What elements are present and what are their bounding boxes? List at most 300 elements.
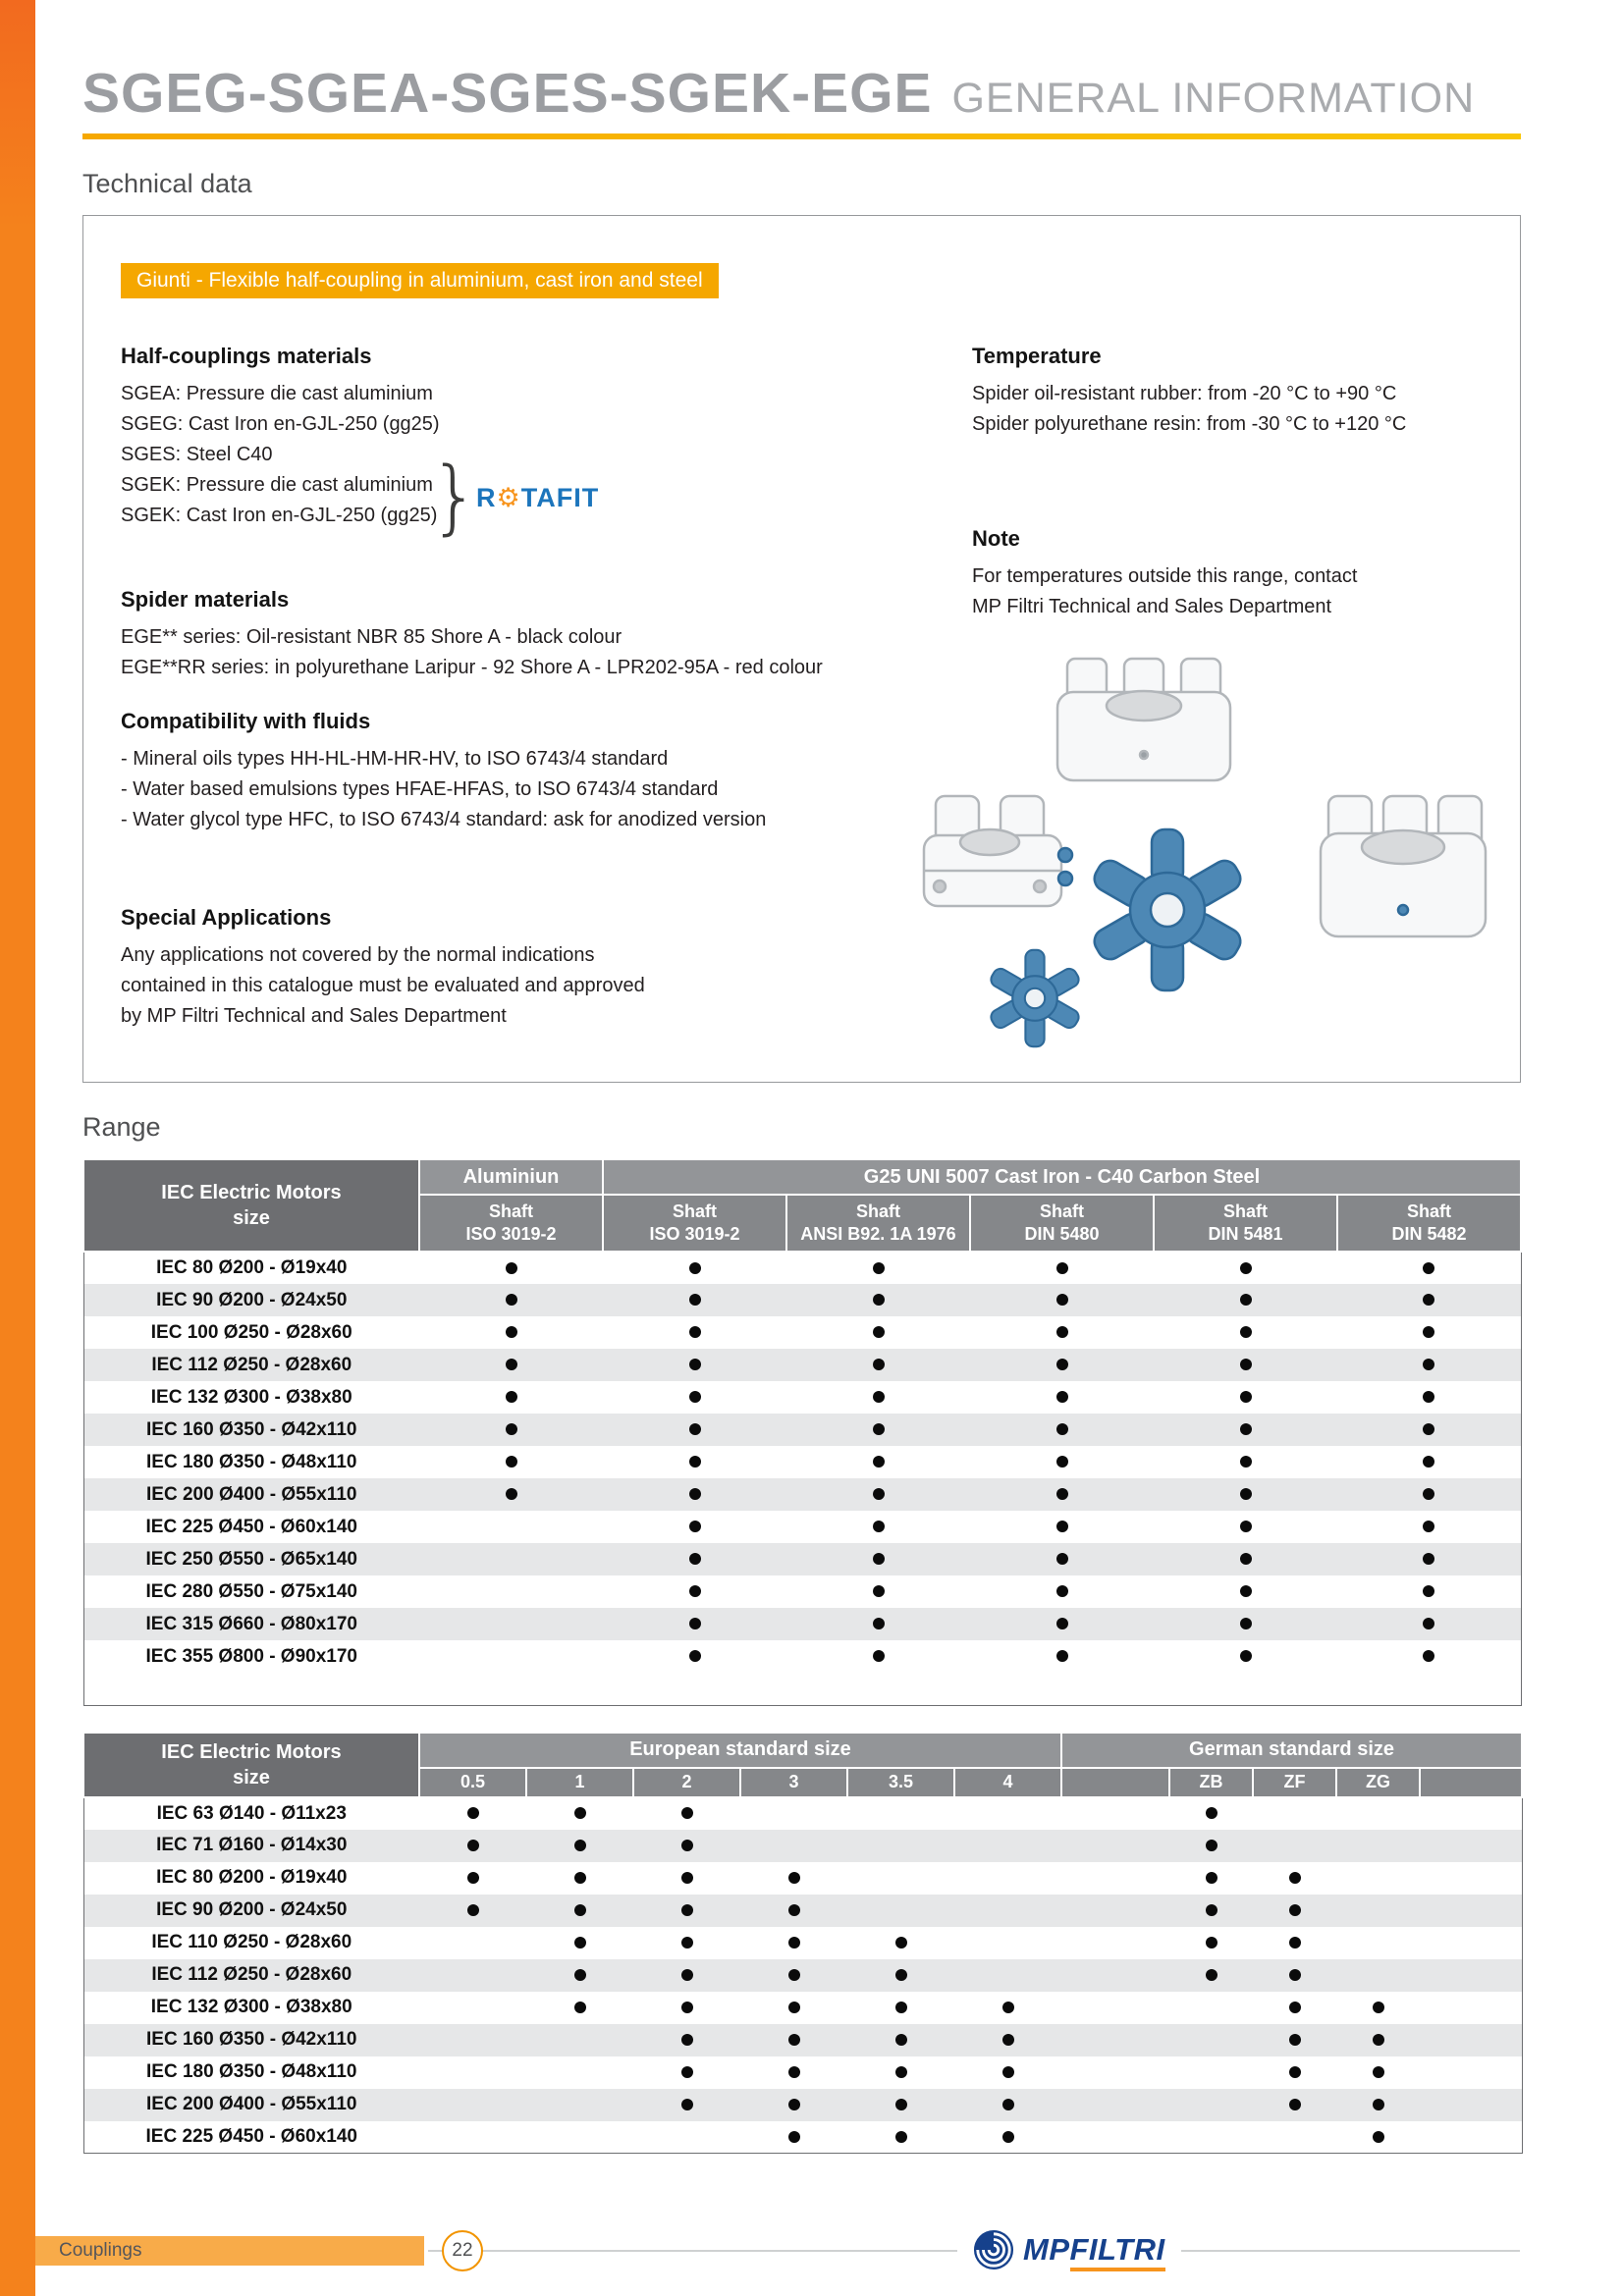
- row-label: IEC 180 Ø350 - Ø48x110: [146, 2061, 357, 2082]
- availability-dot: [1240, 1262, 1252, 1274]
- table-row: [83, 1349, 1521, 1381]
- availability-dot: [1373, 2099, 1384, 2110]
- column-header: Shaft DIN 5480: [970, 1195, 1154, 1252]
- availability-cell: [740, 1959, 847, 1992]
- availability-dot: [1240, 1585, 1252, 1597]
- availability-dot: [1206, 1969, 1217, 1981]
- availability-cell: [1336, 1992, 1420, 2024]
- availability-cell: [954, 2121, 1061, 2154]
- availability-cell: [419, 1797, 526, 1830]
- availability-dot: [506, 1359, 517, 1370]
- availability-cell: [1253, 2024, 1336, 2056]
- availability-cell: [419, 1478, 603, 1511]
- corner-line: size: [233, 1766, 270, 1789]
- availability-cell: [786, 1284, 970, 1316]
- availability-dot: [1206, 1937, 1217, 1949]
- footer-section-label: [35, 2236, 424, 2266]
- empty-cell: [740, 1797, 847, 1830]
- table-row: [83, 1284, 1521, 1316]
- availability-cell: [740, 2089, 847, 2121]
- empty-cell: [1420, 2056, 1522, 2089]
- availability-dot: [506, 1423, 517, 1435]
- availability-dot: [1056, 1326, 1068, 1338]
- availability-cell: [1336, 2089, 1420, 2121]
- technical-data-box: [82, 215, 1521, 1083]
- column-header: ZF: [1253, 1768, 1336, 1797]
- note-block: [972, 526, 1502, 622]
- availability-dot: [873, 1326, 885, 1338]
- availability-dot: [574, 1872, 586, 1884]
- availability-cell: [954, 2024, 1061, 2056]
- availability-dot: [873, 1423, 885, 1435]
- empty-cell: [1336, 1862, 1420, 1895]
- empty-cell: [740, 1830, 847, 1862]
- availability-dot: [788, 1969, 800, 1981]
- empty-cell: [1061, 1862, 1169, 1895]
- availability-cell: [786, 1252, 970, 1284]
- availability-dot: [1056, 1294, 1068, 1306]
- empty-row: [83, 1673, 1521, 1705]
- availability-dot: [1423, 1326, 1434, 1338]
- availability-cell: [1169, 1797, 1253, 1830]
- column-group-german: German standard size: [1061, 1733, 1522, 1768]
- text-line: contained in this catalogue must be evaluated and approved: [121, 975, 645, 996]
- availability-cell: [1154, 1543, 1337, 1575]
- availability-cell: [603, 1349, 786, 1381]
- availability-cell: [633, 1895, 740, 1927]
- availability-dot: [1002, 2099, 1014, 2110]
- availability-cell: [1154, 1511, 1337, 1543]
- availability-cell: [526, 1927, 633, 1959]
- availability-dot: [788, 2131, 800, 2143]
- availability-dot: [1423, 1521, 1434, 1532]
- block-lines: [972, 561, 1502, 622]
- column-header: Shaft DIN 5482: [1337, 1195, 1521, 1252]
- availability-dot: [873, 1585, 885, 1597]
- availability-cell: [1337, 1381, 1521, 1414]
- empty-cell: [419, 2089, 526, 2121]
- availability-dot: [681, 2034, 693, 2046]
- availability-dot: [895, 2131, 907, 2143]
- block-lines: [972, 379, 1502, 440]
- availability-dot: [1423, 1456, 1434, 1468]
- page-content: [82, 0, 1521, 2154]
- text-line: SGEA: Pressure die cast aluminium: [121, 383, 433, 404]
- availability-dot: [467, 1904, 479, 1916]
- text-line: by MP Filtri Technical and Sales Department: [121, 1005, 507, 1027]
- availability-dot: [1289, 1904, 1301, 1916]
- row-label: IEC 280 Ø550 - Ø75x140: [145, 1580, 357, 1602]
- empty-cell: [1061, 1895, 1169, 1927]
- availability-cell: [1253, 1862, 1336, 1895]
- availability-dot: [1206, 1840, 1217, 1851]
- empty-cell: [419, 1959, 526, 1992]
- availability-dot: [1240, 1423, 1252, 1435]
- table-row: [83, 2121, 1522, 2154]
- block-lines: [121, 622, 906, 683]
- corner-line: size: [233, 1207, 270, 1229]
- availability-cell: [419, 1446, 603, 1478]
- availability-cell: [970, 1316, 1154, 1349]
- empty-cell: [954, 1959, 1061, 1992]
- empty-cell: [1061, 1992, 1169, 2024]
- empty-cell: [1420, 1830, 1522, 1862]
- compatibility-fluids-block: [121, 709, 906, 835]
- availability-cell: [633, 1992, 740, 2024]
- empty-cell: [1253, 1830, 1336, 1862]
- availability-dot: [574, 2002, 586, 2013]
- empty-cell: [1336, 1797, 1420, 1830]
- empty-cell: [1169, 2121, 1253, 2154]
- table-row: [83, 1316, 1521, 1349]
- availability-cell: [970, 1414, 1154, 1446]
- availability-dot: [895, 2002, 907, 2013]
- availability-dot: [895, 2066, 907, 2078]
- text-line: - Mineral oils types HH-HL-HM-HR-HV, to ISO 6743/4 standard: [121, 748, 669, 770]
- availability-dot: [1056, 1488, 1068, 1500]
- availability-cell: [1337, 1543, 1521, 1575]
- availability-dot: [681, 1937, 693, 1949]
- availability-cell: [970, 1543, 1154, 1575]
- availability-cell: [633, 1959, 740, 1992]
- empty-cell: [419, 2121, 526, 2154]
- availability-cell: [603, 1252, 786, 1284]
- column-group-cast-iron: G25 UNI 5007 Cast Iron - C40 Carbon Steel: [603, 1159, 1521, 1195]
- availability-dot: [506, 1488, 517, 1500]
- empty-cell: [1337, 1673, 1521, 1705]
- availability-cell: [603, 1543, 786, 1575]
- availability-cell: [786, 1608, 970, 1640]
- availability-dot: [873, 1488, 885, 1500]
- availability-dot: [1240, 1326, 1252, 1338]
- availability-dot: [506, 1294, 517, 1306]
- row-label: IEC 225 Ø450 - Ø60x140: [145, 2125, 357, 2147]
- empty-cell: [1420, 2089, 1522, 2121]
- column-header: 3: [740, 1768, 847, 1797]
- availability-dot: [1240, 1359, 1252, 1370]
- availability-cell: [847, 2024, 954, 2056]
- empty-cell: [786, 1673, 970, 1705]
- availability-cell: [419, 1316, 603, 1349]
- availability-dot: [681, 1872, 693, 1884]
- availability-dot: [1002, 2131, 1014, 2143]
- empty-cell: [1061, 2024, 1169, 2056]
- availability-cell: [1154, 1252, 1337, 1284]
- availability-cell: [786, 1511, 970, 1543]
- availability-cell: [970, 1511, 1154, 1543]
- row-label: IEC 90 Ø200 - Ø24x50: [156, 1899, 348, 1920]
- availability-dot: [681, 2066, 693, 2078]
- availability-dot: [873, 1650, 885, 1662]
- availability-cell: [1337, 1284, 1521, 1316]
- column-header: 3.5: [847, 1768, 954, 1797]
- row-label: IEC 112 Ø250 - Ø28x60: [151, 1354, 352, 1375]
- empty-cell: [1336, 1895, 1420, 1927]
- availability-dot: [1289, 2099, 1301, 2110]
- availability-cell: [633, 2056, 740, 2089]
- empty-cell: [847, 1797, 954, 1830]
- availability-cell: [1337, 1252, 1521, 1284]
- availability-dot: [1240, 1618, 1252, 1629]
- block-title: Special Applications: [121, 905, 332, 930]
- availability-cell: [1154, 1640, 1337, 1673]
- availability-dot: [506, 1262, 517, 1274]
- empty-cell: [419, 1608, 603, 1640]
- column-group-aluminium: Aluminiun: [419, 1159, 603, 1195]
- table-row: [83, 2024, 1522, 2056]
- availability-cell: [1336, 2024, 1420, 2056]
- availability-cell: [1253, 2089, 1336, 2121]
- availability-dot: [1423, 1585, 1434, 1597]
- empty-cell: [847, 1830, 954, 1862]
- availability-cell: [1169, 1862, 1253, 1895]
- availability-cell: [1253, 1895, 1336, 1927]
- block-lines: [121, 940, 906, 1032]
- empty-cell: [419, 1927, 526, 1959]
- availability-cell: [633, 1797, 740, 1830]
- availability-cell: [786, 1640, 970, 1673]
- column-header: ZB: [1169, 1768, 1253, 1797]
- table-corner-header: [83, 1159, 419, 1252]
- text-line: - Water glycol type HFC, to ISO 6743/4 standard: ask for anodized version: [121, 809, 767, 830]
- availability-dot: [1423, 1618, 1434, 1629]
- half-coupling-clamp: [924, 796, 1072, 906]
- half-coupling-large: [1321, 796, 1486, 936]
- availability-cell: [970, 1349, 1154, 1381]
- availability-cell: [970, 1478, 1154, 1511]
- availability-dot: [1206, 1807, 1217, 1819]
- availability-cell: [786, 1381, 970, 1414]
- availability-cell: [603, 1316, 786, 1349]
- block-title: Compatibility with fluids: [121, 709, 371, 733]
- empty-cell: [954, 1862, 1061, 1895]
- spider-small: [989, 950, 1082, 1046]
- availability-cell: [419, 1414, 603, 1446]
- availability-cell: [954, 2056, 1061, 2089]
- availability-dot: [574, 1807, 586, 1819]
- text-line: SGES: Steel C40: [121, 444, 273, 465]
- mp-filtri-swirl-icon: [973, 2229, 1014, 2270]
- column-header: Shaft ISO 3019-2: [419, 1195, 603, 1252]
- availability-dot: [1056, 1618, 1068, 1629]
- empty-cell: [526, 2089, 633, 2121]
- availability-cell: [603, 1414, 786, 1446]
- empty-cell: [1169, 1992, 1253, 2024]
- availability-cell: [740, 1895, 847, 1927]
- text-line: EGE**RR series: in polyurethane Laripur - 92 Shore A - LPR202-95A - red colour: [121, 657, 823, 678]
- empty-cell: [419, 1511, 603, 1543]
- availability-cell: [970, 1284, 1154, 1316]
- row-label: IEC 112 Ø250 - Ø28x60: [151, 1964, 352, 1985]
- row-label: IEC 100 Ø250 - Ø28x60: [150, 1321, 352, 1343]
- empty-cell: [954, 1895, 1061, 1927]
- availability-dot: [1289, 1937, 1301, 1949]
- availability-dot: [873, 1553, 885, 1565]
- availability-cell: [1154, 1284, 1337, 1316]
- empty-cell: [1420, 1927, 1522, 1959]
- availability-cell: [633, 2089, 740, 2121]
- availability-dot: [574, 1969, 586, 1981]
- availability-cell: [603, 1478, 786, 1511]
- text-line: SGEG: Cast Iron en-GJL-250 (gg25): [121, 413, 440, 435]
- row-label: IEC 250 Ø550 - Ø65x140: [145, 1548, 357, 1570]
- availability-dot: [689, 1359, 701, 1370]
- empty-cell: [419, 2056, 526, 2089]
- availability-dot: [681, 2099, 693, 2110]
- availability-dot: [689, 1294, 701, 1306]
- empty-cell: [1061, 1830, 1169, 1862]
- availability-cell: [603, 1608, 786, 1640]
- availability-dot: [788, 1937, 800, 1949]
- empty-cell: [1420, 1895, 1522, 1927]
- availability-cell: [603, 1284, 786, 1316]
- availability-dot: [689, 1423, 701, 1435]
- availability-dot: [895, 2099, 907, 2110]
- availability-dot: [1423, 1262, 1434, 1274]
- availability-cell: [1169, 1959, 1253, 1992]
- page-title: SGEG-SGEA-SGES-SGEK-EGE: [82, 62, 933, 125]
- empty-cell: [419, 1575, 603, 1608]
- availability-dot: [506, 1456, 517, 1468]
- page-edge-accent-bar: [0, 0, 35, 2296]
- spider-large: [1090, 829, 1245, 990]
- availability-cell: [970, 1252, 1154, 1284]
- availability-dot: [1056, 1359, 1068, 1370]
- availability-dot: [895, 1937, 907, 1949]
- availability-dot: [788, 1872, 800, 1884]
- availability-dot: [788, 2002, 800, 2013]
- text-line: EGE** series: Oil-resistant NBR 85 Shore A - black colour: [121, 626, 622, 648]
- table-row: [83, 1640, 1521, 1673]
- availability-dot: [681, 1904, 693, 1916]
- table-row: [83, 1511, 1521, 1543]
- table-row: [83, 2056, 1522, 2089]
- availability-dot: [1289, 2002, 1301, 2013]
- availability-dot: [788, 1904, 800, 1916]
- availability-cell: [1337, 1511, 1521, 1543]
- availability-dot: [1240, 1553, 1252, 1565]
- availability-cell: [786, 1446, 970, 1478]
- availability-dot: [1289, 2034, 1301, 2046]
- corner-line: IEC Electric Motors: [161, 1740, 342, 1763]
- availability-cell: [786, 1349, 970, 1381]
- availability-cell: [526, 1862, 633, 1895]
- availability-cell: [1154, 1478, 1337, 1511]
- empty-cell: [1336, 1830, 1420, 1862]
- availability-dot: [1056, 1553, 1068, 1565]
- row-label: IEC 80 Ø200 - Ø19x40: [156, 1867, 348, 1888]
- row-label: IEC 110 Ø250 - Ø28x60: [151, 1932, 352, 1952]
- availability-cell: [1337, 1316, 1521, 1349]
- row-label: IEC 160 Ø350 - Ø42x110: [146, 2029, 357, 2050]
- half-couplings-materials-block: [121, 344, 906, 544]
- empty-cell: [603, 1673, 786, 1705]
- availability-dot: [1206, 1904, 1217, 1916]
- block-title: Temperature: [972, 344, 1102, 368]
- spider-materials-block: [121, 587, 906, 683]
- availability-dot: [873, 1262, 885, 1274]
- empty-cell: [1061, 2089, 1169, 2121]
- availability-cell: [1154, 1316, 1337, 1349]
- empty-cell: [526, 2024, 633, 2056]
- range-heading: Range: [82, 1112, 161, 1142]
- half-coupling-top: [1057, 659, 1230, 780]
- temperature-block: [972, 344, 1502, 440]
- availability-dot: [689, 1585, 701, 1597]
- table-row: [83, 1992, 1522, 2024]
- table-row: [83, 1252, 1521, 1284]
- column-group-european: European standard size: [419, 1733, 1061, 1768]
- availability-cell: [740, 2121, 847, 2154]
- column-header: [1061, 1768, 1169, 1797]
- empty-cell: [526, 2056, 633, 2089]
- column-header: Shaft ANSI B92. 1A 1976: [786, 1195, 970, 1252]
- availability-cell: [1337, 1575, 1521, 1608]
- availability-cell: [1169, 1895, 1253, 1927]
- empty-cell: [419, 1640, 603, 1673]
- availability-dot: [1423, 1294, 1434, 1306]
- couplings-product-photo: [898, 653, 1488, 1065]
- block-title: Note: [972, 526, 1020, 551]
- availability-dot: [895, 1969, 907, 1981]
- availability-cell: [786, 1575, 970, 1608]
- availability-cell: [1253, 1992, 1336, 2024]
- row-label: IEC 132 Ø300 - Ø38x80: [150, 1997, 352, 2017]
- header-rule: [82, 133, 1521, 139]
- corner-line: IEC Electric Motors: [161, 1182, 342, 1203]
- availability-dot: [873, 1618, 885, 1629]
- footer-section-text: Couplings: [59, 2240, 142, 2261]
- availability-cell: [633, 1862, 740, 1895]
- availability-cell: [633, 2024, 740, 2056]
- table-row: [83, 1927, 1522, 1959]
- title-line: [82, 61, 1521, 126]
- table-row: [83, 1414, 1521, 1446]
- availability-dot: [1206, 1872, 1217, 1884]
- page-subtitle: GENERAL INFORMATION: [951, 75, 1476, 122]
- availability-cell: [1154, 1575, 1337, 1608]
- empty-cell: [954, 1927, 1061, 1959]
- availability-dot: [1056, 1262, 1068, 1274]
- column-header: 2: [633, 1768, 740, 1797]
- table-row: [83, 1895, 1522, 1927]
- empty-cell: [419, 1673, 603, 1705]
- availability-cell: [847, 1992, 954, 2024]
- availability-dot: [1289, 1969, 1301, 1981]
- availability-cell: [847, 1959, 954, 1992]
- rotafit-logo: R⚙TAFIT: [476, 483, 600, 512]
- availability-dot: [1373, 2002, 1384, 2013]
- column-header: 4: [954, 1768, 1061, 1797]
- block-title: Spider materials: [121, 587, 290, 612]
- empty-cell: [1169, 2089, 1253, 2121]
- availability-dot: [1373, 2066, 1384, 2078]
- block-lines: [121, 744, 906, 835]
- availability-cell: [1337, 1478, 1521, 1511]
- availability-cell: [740, 2056, 847, 2089]
- availability-cell: [603, 1640, 786, 1673]
- table-row: [83, 1608, 1521, 1640]
- text-line: SGEK: Pressure die cast aluminium: [121, 474, 433, 496]
- empty-cell: [1420, 1797, 1522, 1830]
- availability-cell: [1154, 1381, 1337, 1414]
- row-label: IEC 132 Ø300 - Ø38x80: [150, 1386, 352, 1408]
- empty-cell: [1253, 1797, 1336, 1830]
- availability-cell: [419, 1252, 603, 1284]
- row-label: IEC 90 Ø200 - Ø24x50: [156, 1289, 348, 1310]
- availability-cell: [970, 1640, 1154, 1673]
- availability-cell: [954, 1992, 1061, 2024]
